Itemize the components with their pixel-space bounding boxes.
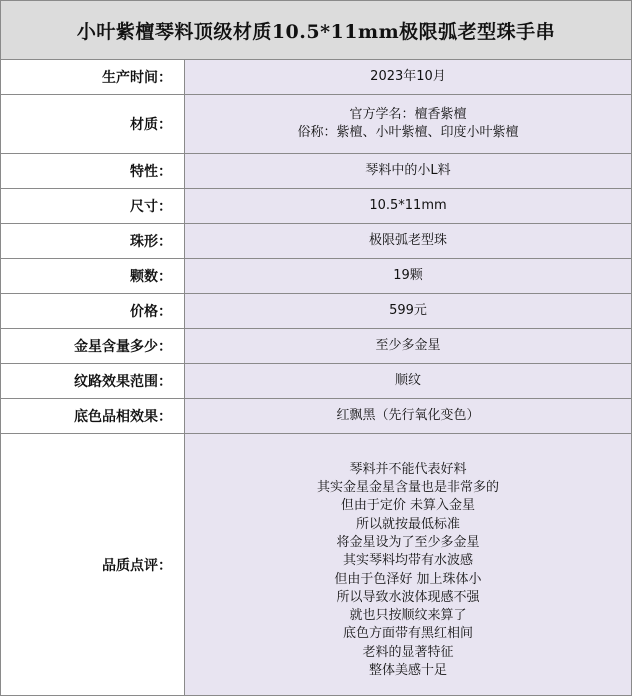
bead-count-label: 颗数： <box>1 259 185 293</box>
review-line: 整体美感十足 <box>368 662 447 678</box>
row-production-date <box>1 60 631 95</box>
row-bead-count <box>1 259 631 294</box>
row-price <box>1 294 631 329</box>
feature-value: 琴料中的小L料 <box>185 154 631 188</box>
gold-star-value: 至少多金星 <box>185 329 631 363</box>
row-size <box>1 189 631 224</box>
row-feature <box>1 154 631 189</box>
review-line: 琴料并不能代表好料 <box>349 461 467 477</box>
bead-shape-label: 珠形： <box>1 224 185 258</box>
gold-star-label: 金星含量多少： <box>1 329 185 363</box>
material-label: 材质： <box>1 95 185 153</box>
material-line: 官方学名：檀香紫檀 <box>349 106 467 122</box>
grain-label: 纹路效果范围： <box>1 364 185 398</box>
review-line: 但由于定价 未算入金星 <box>340 498 476 514</box>
review-line: 所以导致水波体现感不强 <box>336 589 480 605</box>
grain-value: 顺纹 <box>185 364 631 398</box>
review-line: 就也只按顺纹来算了 <box>349 608 467 624</box>
price-value: 599元 <box>185 294 631 328</box>
quality-review-label: 品质点评： <box>1 434 185 695</box>
row-quality-review <box>1 434 631 695</box>
review-line: 所以就按最低标准 <box>355 516 460 532</box>
quality-review-value <box>185 434 631 695</box>
price-label: 价格： <box>1 294 185 328</box>
sheet-title: 小叶紫檀琴料顶级材质10.5*11mm极限弧老型珠手串 <box>1 1 631 60</box>
material-line: 俗称：紫檀、小叶紫檀、印度小叶紫檀 <box>297 125 519 140</box>
row-bead-shape <box>1 224 631 259</box>
review-line: 将金星设为了至少多金星 <box>336 534 480 550</box>
size-label: 尺寸： <box>1 189 185 223</box>
size-value: 10.5*11mm <box>185 189 631 223</box>
production-date-label: 生产时间： <box>1 60 185 94</box>
row-material <box>1 95 631 154</box>
review-line: 其实金星金星含量也是非常多的 <box>316 480 499 496</box>
feature-label: 特性： <box>1 154 185 188</box>
review-line: 但由于色泽好 加上珠体小 <box>334 571 482 587</box>
row-gold-star <box>1 329 631 364</box>
review-line: 其实琴料均带有水波感 <box>342 553 473 569</box>
review-line: 底色方面带有黑红相间 <box>342 626 473 642</box>
review-line: 老料的显著特征 <box>362 644 454 660</box>
row-grain <box>1 364 631 399</box>
bead-count-value: 19颗 <box>185 259 631 293</box>
material-value <box>185 95 631 153</box>
row-base-color <box>1 399 631 434</box>
production-date-value: 2023年10月 <box>185 60 631 94</box>
base-color-value: 红飘黑（先行氧化变色） <box>185 399 631 433</box>
base-color-label: 底色品相效果： <box>1 399 185 433</box>
bead-shape-value: 极限弧老型珠 <box>185 224 631 258</box>
